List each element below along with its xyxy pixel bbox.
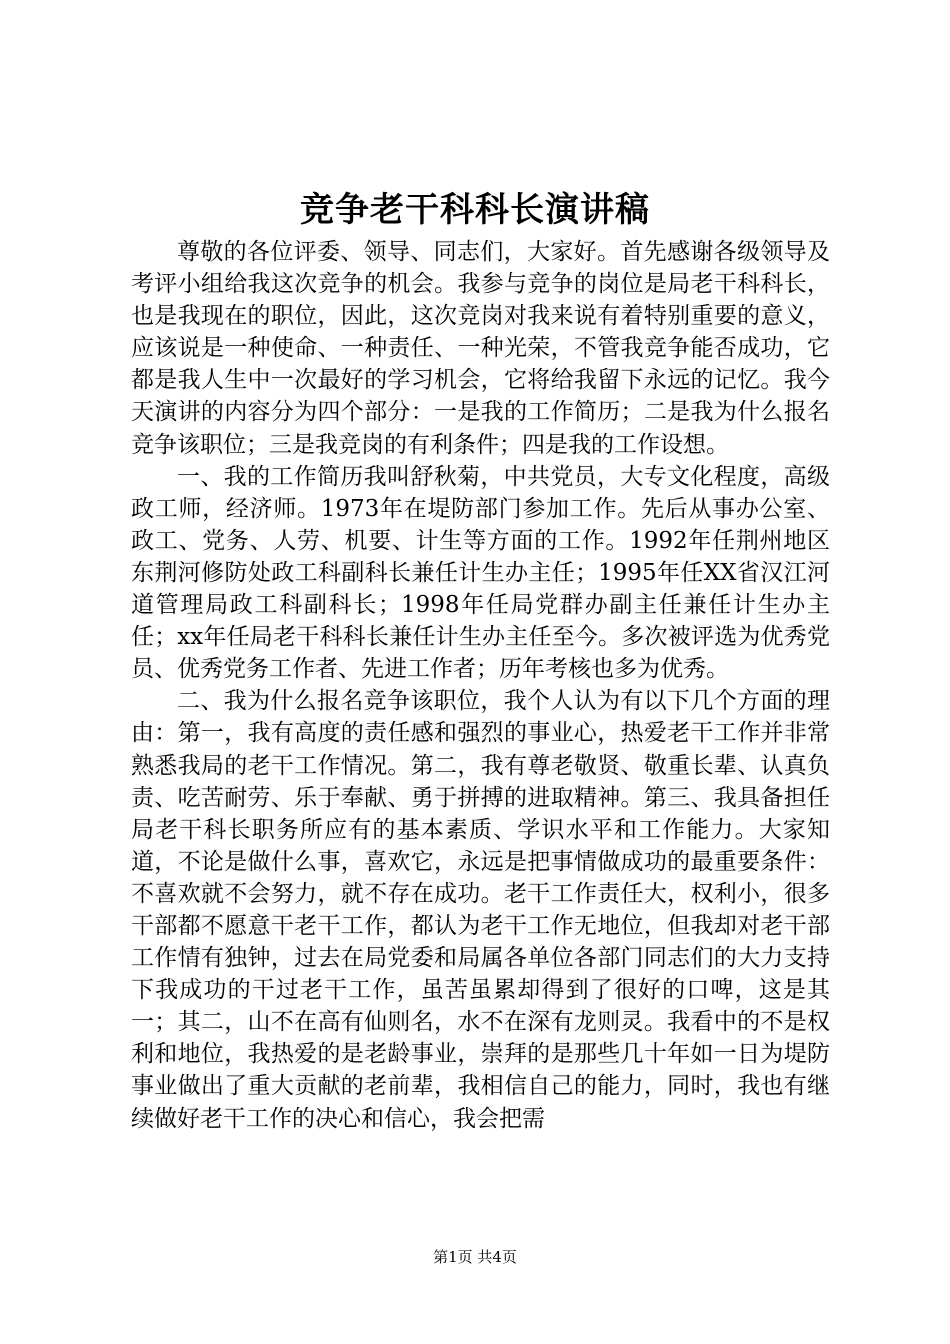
document-title: 竞争老干科科长演讲稿 (300, 190, 650, 230)
paragraph-work-history: 一、我的工作简历我叫舒秋菊，中共党员，大专文化程度，高级政工师，经济师。1973年在堤防部门参加工作。先后从事办公室、政工、党务、人劳、机要、计生等方面的工作。1992年任荆州地区东荆河修防处政工科副科长兼任计生办主任；1995年任XX省汉江河道管理局政工科副科长；1998年任局党群办副主任兼任计生办主任；xx年任局老干科科长兼任计生办主任至今。多次被评选为优秀党员、优秀党务工作者、先进工作者；历年考核也多为优秀。 (131, 463, 830, 683)
document-body (131, 236, 830, 1135)
paragraph-reasons: 二、我为什么报名竞争该职位，我个人认为有以下几个方面的理由：第一，我有高度的责任感和强烈的事业心，热爱老干工作并非常熟悉我局的老干工作情况。第二，我有尊老敬贤、敬重长辈、认真负责、吃苦耐劳、乐于奉献、勇于拼搏的进取精神。第三、我具备担任局老干科长职务所应有的基本素质、学识水平和工作能力。大家知道，不论是做什么事，喜欢它，永远是把事情做成功的最重要条件：不喜欢就不会努力，就不存在成功。老干工作责任大，权利小，很多干部都不愿意干老干工作，都认为老干工作无地位，但我却对老干部工作情有独钟，过去在局党委和局属各单位各部门同志们的大力支持下我成功的干过老干工作，虽苦虽累却得到了很好的口啤，这是其一；其二，山不在高有仙则名，水不在深有龙则灵。我看中的不是权利和地位，我热爱的是老龄事业，崇拜的是那些几十年如一日为堤防事业做出了重大贡献的老前辈，我相信自己的能力，同时，我也有继续做好老干工作的决心和信心，我会把需 (131, 688, 830, 1132)
paragraph-intro: 尊敬的各位评委、领导、同志们，大家好。首先感谢各级领导及考评小组给我这次竞争的机会。我参与竞争的岗位是局老干科科长，也是我现在的职位，因此，这次竞岗对我来说有着特别重要的意义，应该说是一种使命、一种责任、一种光荣，不管我竞争能否成功，它都是我人生中一次最好的学习机会，它将给我留下永远的记忆。我今天演讲的内容分为四个部分：一是我的工作简历；二是我为什么报名竞争该职位；三是我竞岗的有利条件；四是我的工作设想。 (131, 239, 830, 458)
page-number-footer: 第1页 共4页 (433, 1248, 517, 1266)
